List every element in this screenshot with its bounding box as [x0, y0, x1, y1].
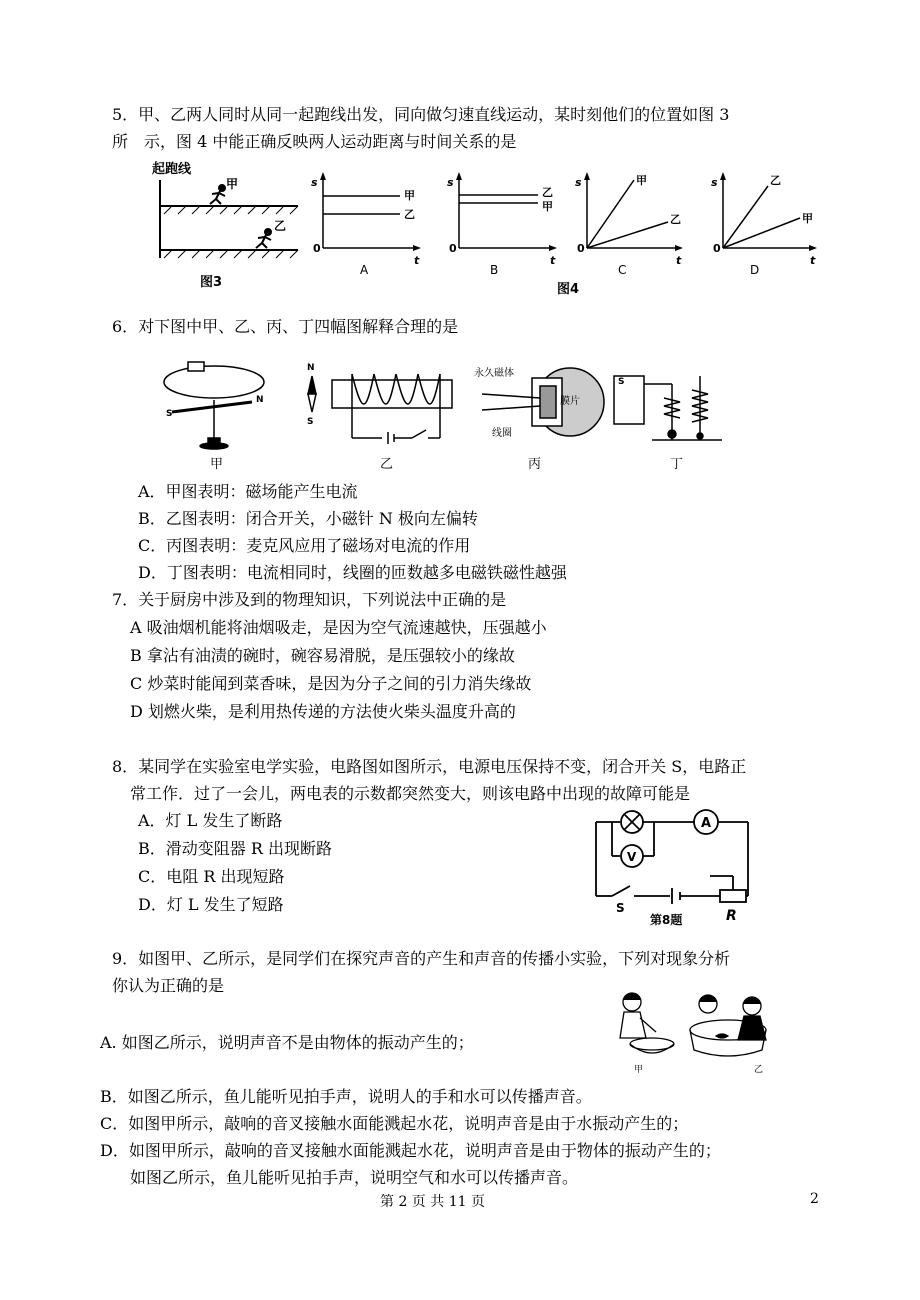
q8-option-a: A．灯 L 发生了断路: [138, 811, 283, 830]
svg-text:乙: 乙: [542, 186, 553, 199]
svg-text:S: S: [166, 409, 173, 419]
svg-text:0: 0: [577, 242, 585, 255]
q6-option-b: B．乙图表明：闭合开关，小磁针 N 极向左偏转: [138, 509, 478, 528]
svg-text:0: 0: [449, 242, 457, 255]
svg-text:甲: 甲: [636, 174, 647, 187]
ammeter-label: A: [701, 816, 712, 831]
svg-text:图4: 图4: [557, 282, 580, 297]
q5-stem-line2: 所 示，图 4 中能正确反映两人运动距离与时间关系的是: [112, 132, 517, 151]
q7-option-a: A 吸油烟机能将油烟吸走，是因为空气流速越快，压强越小: [130, 618, 547, 637]
svg-text:甲: 甲: [226, 177, 239, 191]
graph-d-label: D: [750, 263, 760, 277]
q6-fig-jia: [164, 362, 264, 449]
start-line-label: 起跑线: [152, 162, 192, 177]
svg-text:甲: 甲: [802, 212, 813, 225]
svg-text:永久磁体: 永久磁体: [474, 368, 514, 379]
q9-option-d-continued: 如图乙所示，鱼儿能听见拍手声，说明空气和水可以传播声音。: [130, 1168, 579, 1187]
rheostat-label: R: [726, 908, 737, 924]
graph-b: [444, 170, 562, 280]
q9-figures: [604, 988, 784, 1078]
q8-circuit-diagram: [590, 806, 760, 932]
svg-text:乙: 乙: [754, 1065, 764, 1075]
svg-text:S: S: [307, 417, 314, 427]
runner-yi-icon: [256, 229, 271, 248]
switch-label: S: [616, 901, 625, 915]
svg-text:s: s: [447, 176, 454, 189]
q8-option-c: C．电阻 R 出现短路: [138, 867, 285, 886]
q9-fig-yi: [690, 995, 766, 1056]
svg-text:N: N: [307, 363, 315, 373]
svg-text:线圈: 线圈: [492, 428, 512, 439]
q9-stem-line2: 你认为正确的是: [112, 976, 225, 995]
q6-option-c: C．丙图表明：麦克风应用了磁场对电流的作用: [138, 536, 471, 555]
svg-text:乙: 乙: [770, 174, 781, 187]
q6-fig-ding: [614, 376, 722, 440]
q8-stem-line1: 8．某同学在实验室电学实验，电路图如图所示，电源电压保持不变，闭合开关 S，电路正: [112, 757, 747, 776]
q9-option-c: C．如图甲所示，敲响的音叉接触水面能溅起水花，说明声音是由于水振动产生的；: [100, 1114, 689, 1133]
svg-text:甲: 甲: [634, 1065, 644, 1075]
svg-text:s: s: [575, 176, 582, 189]
figure-4-caption: [555, 278, 595, 298]
q8-figure-caption: 第8题: [650, 913, 683, 927]
q9-fig-jia: [620, 993, 674, 1053]
svg-text:s: s: [311, 176, 318, 189]
figure-3-caption: 图3: [200, 275, 223, 290]
svg-text:乙: 乙: [404, 208, 415, 221]
q5-stem-line1: 5．甲、乙两人同时从同一起跑线出发，同向做匀速直线运动，某时刻他们的位置如图 3: [112, 105, 730, 124]
q6-label-ding: 丁: [670, 457, 684, 470]
q8-stem-line2: 常工作．过了一会儿，两电表的示数都突然变大，则该电路中出现的故障可能是: [130, 784, 691, 803]
q9-option-d: D．如图甲所示，敲响的音叉接触水面能溅起水花，说明声音是由于物体的振动产生的；: [100, 1141, 721, 1160]
page-footer: 第 2 页 共 11 页: [380, 1194, 485, 1210]
runner-jia-icon: [210, 185, 225, 204]
q6-stem: 6．对下图中甲、乙、丙、丁四幅图解释合理的是: [112, 317, 459, 336]
q9-stem-line1: 9．如图甲、乙所示，是同学们在探究声音的产生和声音的传播小实验，下列对现象分析: [112, 949, 731, 968]
svg-text:t: t: [676, 254, 682, 267]
figure-3: [150, 158, 300, 293]
svg-text:t: t: [550, 254, 556, 267]
svg-text:乙: 乙: [274, 219, 287, 233]
svg-text:甲: 甲: [542, 200, 553, 213]
q9-option-a: A. 如图乙所示，说明声音不是由物体的振动产生的；: [100, 1033, 474, 1052]
svg-text:s: s: [711, 176, 718, 189]
graph-b-label: B: [490, 263, 499, 277]
graph-c-label: C: [618, 263, 627, 277]
q7-option-d: D 划燃火柴，是利用热传递的方法使火柴头温度升高的: [130, 702, 516, 721]
svg-text:t: t: [414, 254, 420, 267]
svg-text:乙: 乙: [670, 213, 681, 226]
page-number: 2: [810, 1191, 819, 1207]
voltmeter-label: V: [627, 850, 637, 864]
q7-stem: 7．关于厨房中涉及到的物理知识，下列说法中正确的是: [112, 590, 507, 609]
svg-text:0: 0: [713, 242, 721, 255]
graph-c: [572, 170, 690, 280]
graph-a-label: A: [360, 263, 369, 277]
q6-figures: [152, 354, 732, 470]
q6-label-jia: 甲: [210, 457, 224, 470]
q7-option-c: C 炒菜时能闻到菜香味，是因为分子之间的引力消失缘故: [130, 674, 532, 693]
svg-text:膜片: 膜片: [560, 396, 580, 407]
q6-label-bing: 丙: [528, 457, 542, 470]
svg-text:甲: 甲: [404, 189, 415, 202]
q6-option-a: A．甲图表明：磁场能产生电流: [138, 482, 358, 501]
q8-option-b: B．滑动变阻器 R 出现断路: [138, 839, 332, 858]
svg-text:N: N: [256, 395, 264, 405]
svg-text:S: S: [618, 377, 625, 387]
q9-option-b: B．如图乙所示，鱼儿能听见拍手声，说明人的手和水可以传播声音。: [100, 1087, 592, 1106]
q6-option-d: D．丁图表明：电流相同时，线圈的匝数越多电磁铁磁性越强: [138, 563, 567, 582]
q6-fig-yi: [308, 374, 452, 444]
q8-option-d: D．灯 L 发生了短路: [138, 895, 284, 914]
q7-option-b: B 拿沾有油渍的碗时，碗容易滑脱，是压强较小的缘故: [130, 646, 515, 665]
graph-a: [308, 170, 426, 280]
graph-d: [708, 170, 826, 295]
svg-text:t: t: [810, 254, 816, 267]
q6-label-yi: 乙: [380, 457, 394, 470]
svg-text:0: 0: [313, 242, 321, 255]
